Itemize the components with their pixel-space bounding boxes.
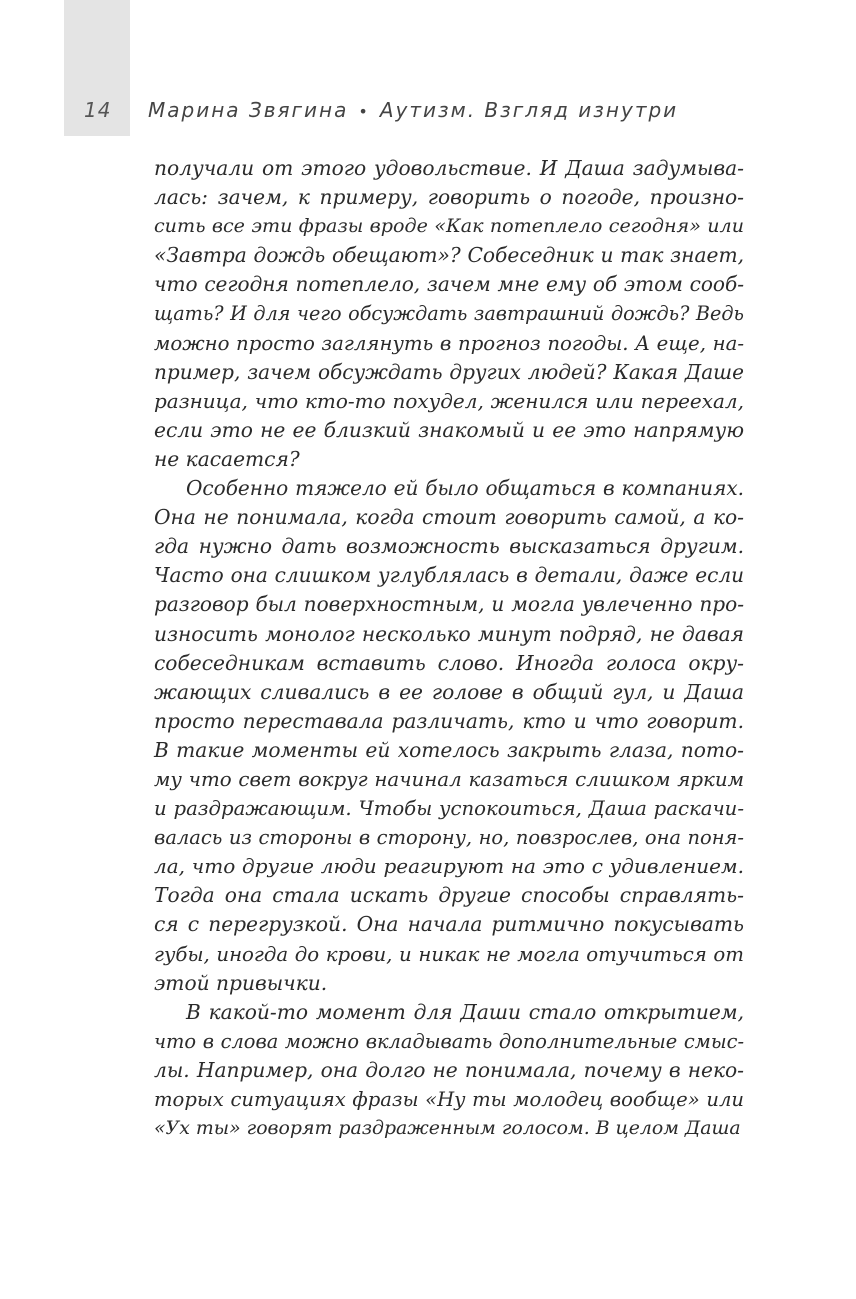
text-line: губы, иногда до крови, и никак не могла отучиться от <box>154 942 744 966</box>
text-line: и раздражающим. Чтобы успокоиться, Даша раскачи- <box>154 797 744 821</box>
text-line: гда нужно дать возможность высказаться другим. <box>154 534 744 559</box>
text-line: валась из стороны в сторону, но, повзрослев, она поня- <box>154 826 744 850</box>
paragraph <box>154 154 744 474</box>
text-line: торых ситуациях фразы «Ну ты молодец вообще» или <box>154 1088 744 1111</box>
paragraph <box>154 998 744 1143</box>
text-line: му что свет вокруг начинал казаться слишком ярким <box>154 767 744 791</box>
text-line: В какой-то момент для Даши стало открытием, <box>186 999 744 1024</box>
text-line: щать? И для чего обсуждать завтрашний дождь? Ведь <box>154 302 744 326</box>
running-header <box>148 98 678 122</box>
text-line: разговор был поверхностным, и могла увлеченно про- <box>154 592 744 617</box>
text-line: лы. Например, она долго не понимала, почему в неко- <box>154 1057 744 1082</box>
text-line: В такие моменты ей хотелось закрыть глаза, пото- <box>154 737 744 762</box>
text-line: пример, зачем обсуждать других людей? Какая Даше <box>154 359 744 384</box>
text-line: ся с перегрузкой. Она начала ритмично покусывать <box>154 912 744 937</box>
text-line: жающих сливались в ее голове в общий гул, и Даша <box>154 679 744 704</box>
paragraph <box>154 474 744 998</box>
text-line: «Ух ты» говорят раздраженным голосом. В целом Даша <box>154 1117 741 1140</box>
text-line: Она не понимала, когда стоит говорить самой, а ко- <box>154 505 744 530</box>
text-line: что в слова можно вкладывать дополнительные смыс- <box>154 1029 744 1053</box>
text-line: Часто она слишком углублялась в детали, даже если <box>154 563 744 588</box>
text-line: этой привычки. <box>154 970 328 995</box>
text-line: получали от этого удовольствие. И Даша задумыва- <box>154 156 744 180</box>
text-line: Особенно тяжело ей было общаться в компаниях. <box>186 476 744 501</box>
text-line: просто переставала различать, кто и что говорит. <box>154 708 744 733</box>
text-line: износить монолог несколько минут подряд, не давая <box>154 621 744 646</box>
text-line: что сегодня потеплело, зачем мне ему об этом сооб- <box>154 272 744 297</box>
text-line: «Завтра дождь обещают»? Собеседник и так знает, <box>154 243 744 268</box>
text-line: лась: зачем, к примеру, говорить о погоде, произно- <box>154 185 744 210</box>
text-line: можно просто заглянуть в прогноз погоды. А еще, на- <box>154 331 744 355</box>
header-author: Марина Звягина <box>148 98 349 122</box>
page-number: 14 <box>84 98 112 122</box>
text-line: сить все эти фразы вроде «Как потеплело сегодня» или <box>154 215 744 238</box>
header-book-title: Аутизм. Взгляд изнутри <box>379 98 679 122</box>
header-separator: • <box>358 102 370 121</box>
text-line: если это не ее близкий знакомый и ее это напрямую <box>154 417 744 442</box>
text-line: не касается? <box>154 446 300 471</box>
text-line: собеседникам вставить слово. Иногда голоса окру- <box>154 650 744 675</box>
text-line: ла, что другие люди реагируют на это с удивлением. <box>154 854 744 879</box>
text-line: разница, что кто-то похудел, женился или переехал, <box>154 388 744 413</box>
text-line: Тогда она стала искать другие способы справлять- <box>154 883 744 908</box>
body-text <box>154 154 744 1143</box>
